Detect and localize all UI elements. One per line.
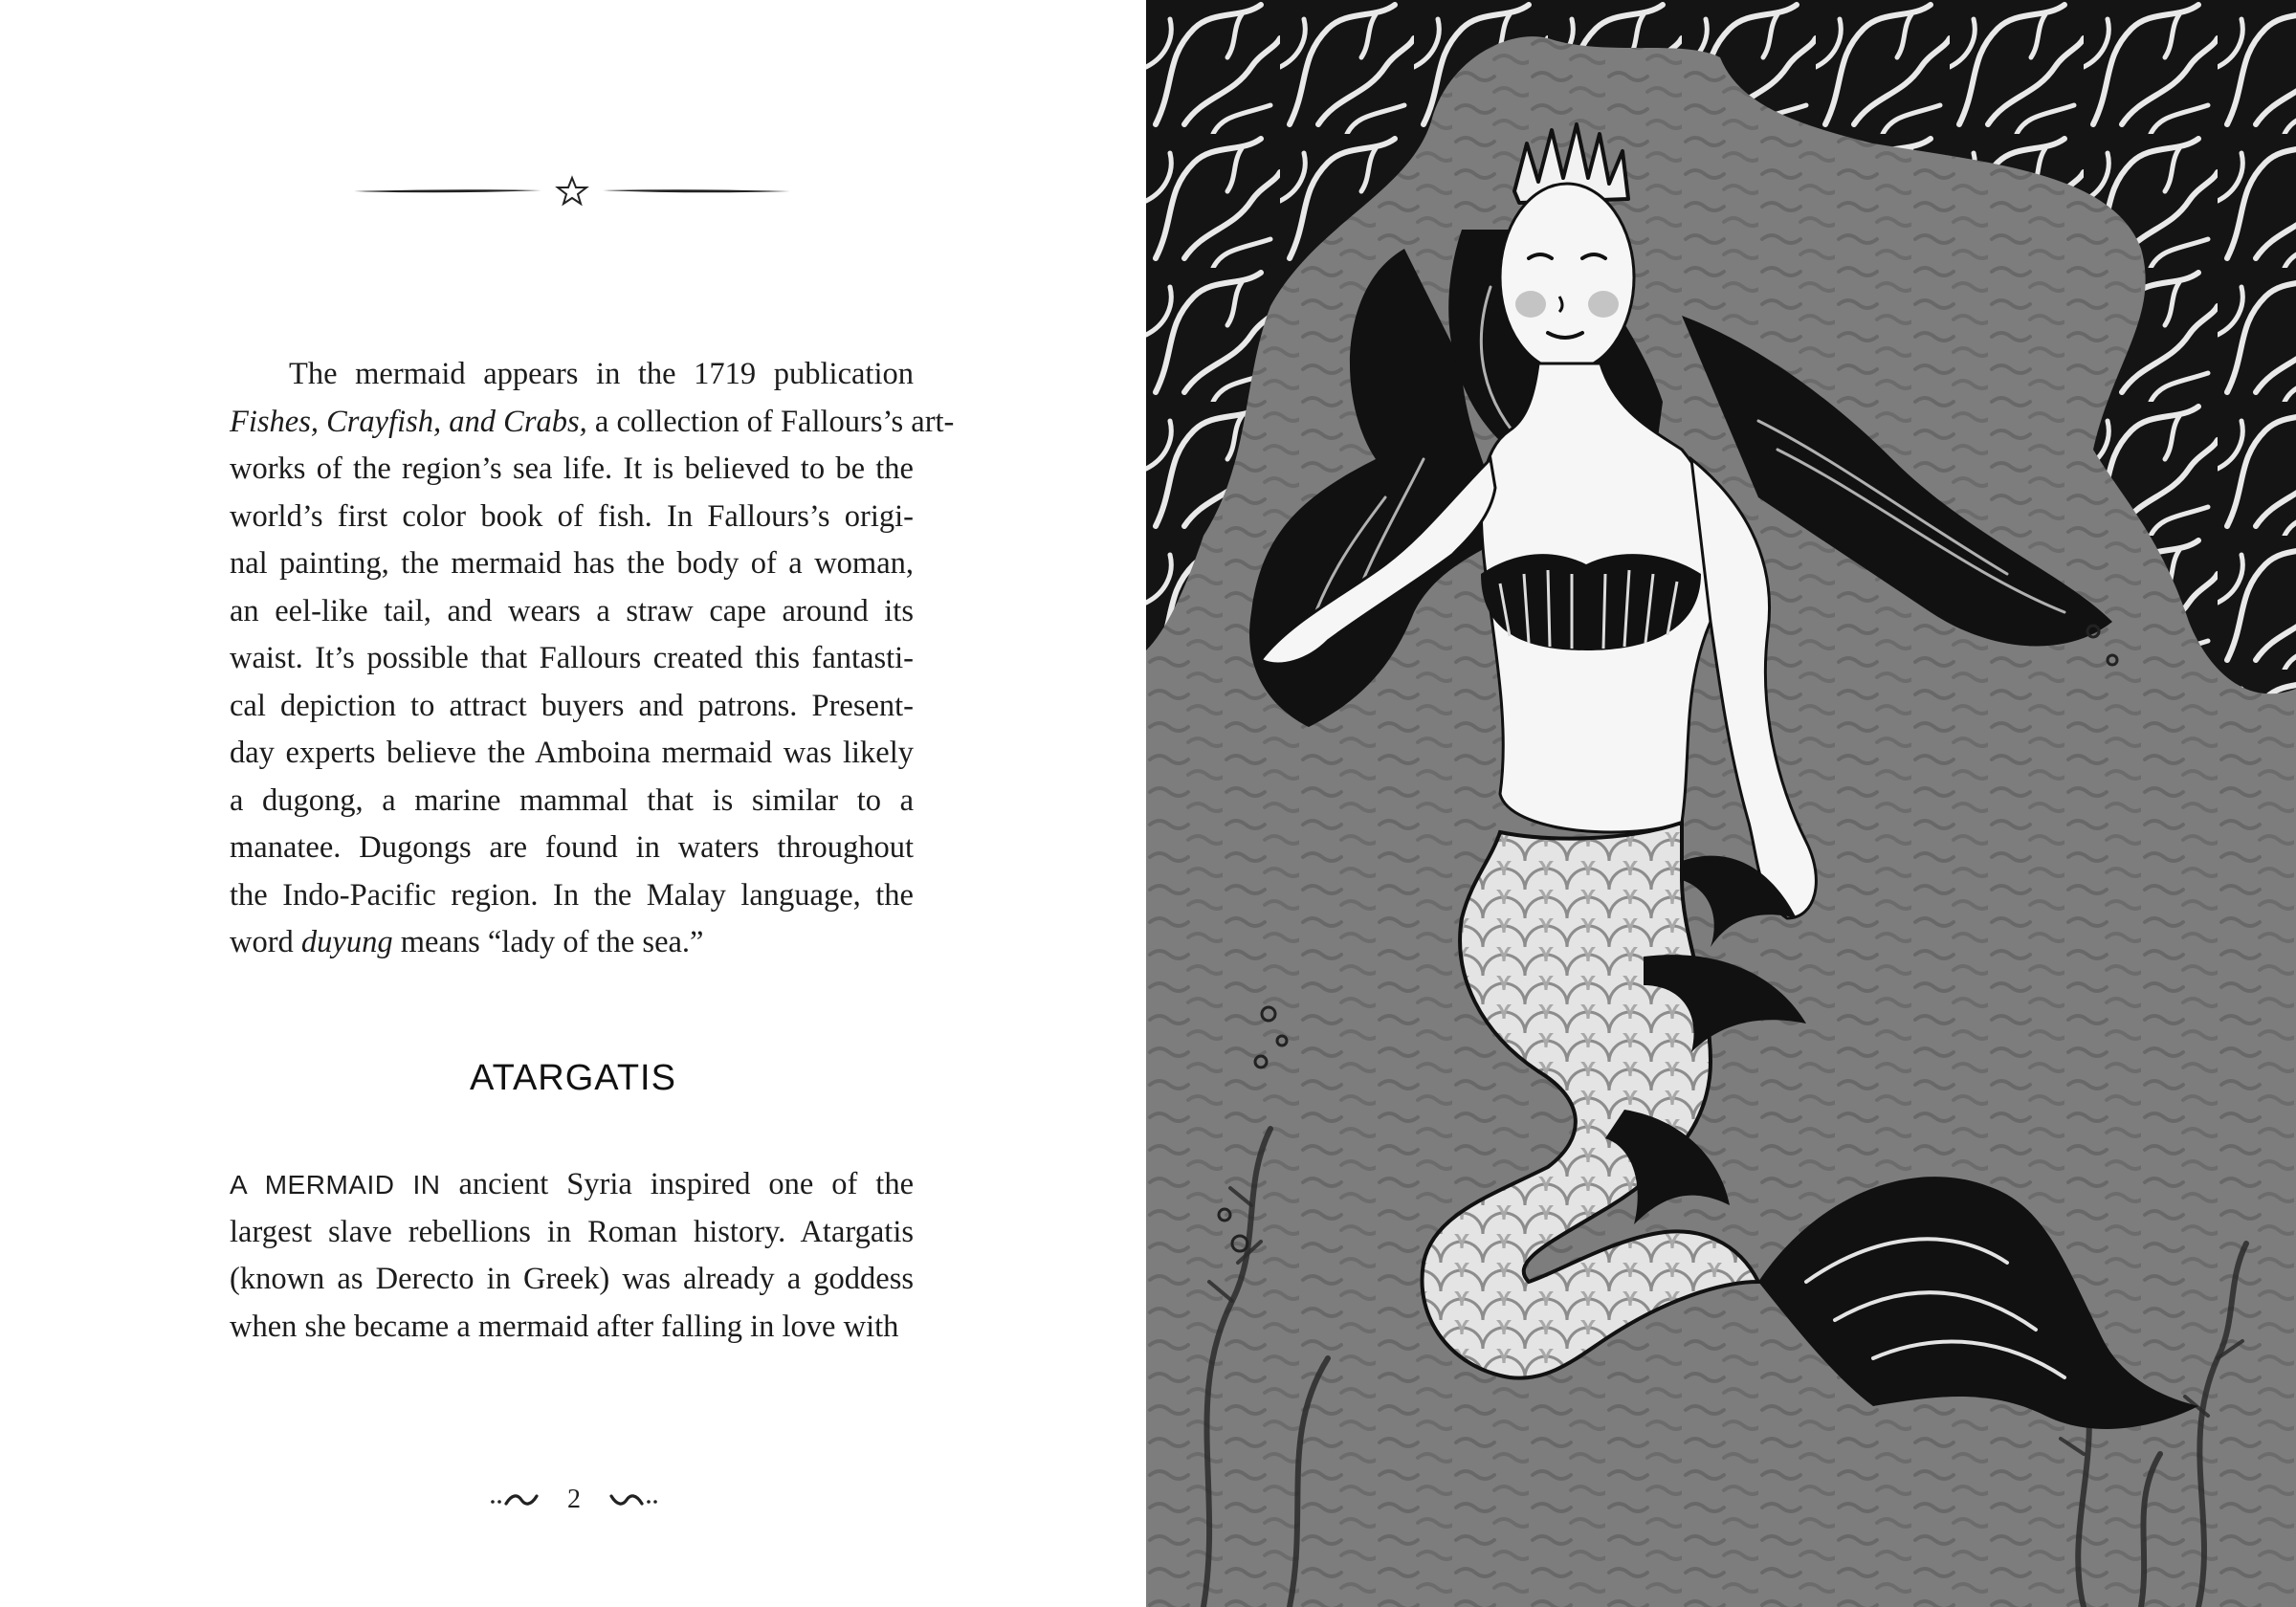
paragraph-atargatis bbox=[230, 1161, 914, 1351]
text-run: word bbox=[230, 925, 301, 959]
text-line bbox=[230, 635, 914, 683]
text-line bbox=[230, 494, 914, 541]
text-line bbox=[230, 872, 914, 920]
text-run: waist. It’s possible that Fallours created this fantasti- bbox=[230, 641, 914, 675]
text-run: cal depiction to attract buyers and patrons. Present- bbox=[230, 688, 914, 723]
text-run: when she became a mermaid after falling in love with bbox=[230, 1309, 899, 1344]
text-line bbox=[230, 1256, 914, 1304]
right-page bbox=[1146, 0, 2296, 1607]
text-line bbox=[230, 588, 914, 636]
paragraph-fallours bbox=[230, 351, 955, 967]
text-line bbox=[230, 399, 955, 447]
text-line bbox=[230, 446, 914, 494]
text-run: manatee. Dugongs are found in waters throughout bbox=[230, 830, 914, 865]
right-wave-ornament-icon bbox=[606, 1490, 659, 1509]
text-run: the Indo-Pacific region. In the Malay language, the bbox=[230, 877, 914, 913]
star-ornament-icon bbox=[352, 174, 792, 209]
folio bbox=[450, 1481, 698, 1519]
left-page bbox=[0, 0, 1146, 1607]
text-run: an eel-like tail, and wears a straw cape around its bbox=[230, 593, 914, 628]
text-line bbox=[230, 1304, 914, 1352]
section-title: ATARGATIS bbox=[470, 1058, 676, 1098]
page-number: 2 bbox=[567, 1485, 581, 1514]
text-run: (known as Derecto in Greek) was already a goddess bbox=[230, 1262, 914, 1296]
text-run: works of the region’s sea life. It is believed to be the bbox=[230, 451, 914, 486]
italic-text: duyung bbox=[300, 925, 393, 959]
text-line bbox=[230, 1161, 914, 1209]
text-line bbox=[230, 778, 914, 826]
text-line bbox=[230, 825, 914, 872]
text-line bbox=[230, 919, 914, 967]
mermaid-illustration bbox=[1146, 0, 2296, 1607]
text-line bbox=[230, 1209, 914, 1257]
text-run: largest slave rebellions in Roman history. Atargatis bbox=[230, 1214, 914, 1249]
text-line bbox=[230, 730, 914, 778]
text-line bbox=[230, 351, 914, 399]
text-run: a collection of Fallours’s art- bbox=[586, 404, 955, 439]
text-line bbox=[230, 683, 914, 731]
text-run: nal painting, the mermaid has the body of a woman, bbox=[230, 546, 914, 581]
text-run: The mermaid appears in the 1719 publication bbox=[289, 357, 914, 391]
italic-text: Fishes, Crayfish, and Crabs, bbox=[230, 404, 587, 439]
text-run: world’s first color book of fish. In Fallours’s origi- bbox=[230, 498, 914, 534]
text-line bbox=[230, 540, 914, 588]
text-run: ancient Syria inspired one of the bbox=[440, 1167, 914, 1201]
left-wave-ornament-icon bbox=[489, 1490, 542, 1509]
text-run: means “lady of the sea.” bbox=[392, 925, 704, 959]
text-run: a dugong, a marine mammal that is similar to a bbox=[230, 782, 914, 818]
text-run: day experts believe the Amboina mermaid was likely bbox=[230, 736, 914, 770]
lead-in-smallcaps: A MERMAID IN bbox=[230, 1170, 441, 1200]
